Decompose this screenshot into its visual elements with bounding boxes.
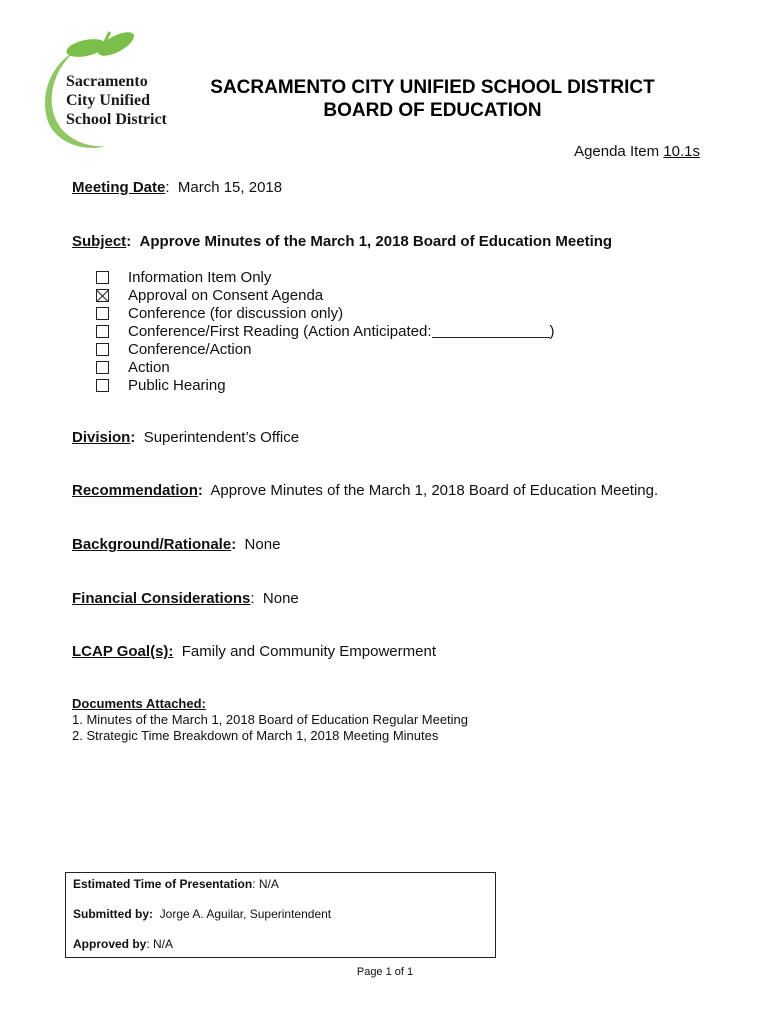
checkbox[interactable] [96, 325, 109, 338]
submitted-by-line [73, 907, 331, 921]
lcap-label: LCAP Goal(s): [72, 643, 174, 660]
checkbox[interactable] [96, 361, 109, 374]
division-sep: : [130, 429, 136, 446]
meeting-date-sep: : [165, 179, 170, 196]
division-label: Division [72, 429, 131, 446]
meeting-date-value: March 15, 2018 [177, 179, 283, 196]
documents-attached [72, 696, 468, 744]
checklist-item-label: Public Hearing [128, 376, 226, 394]
checkbox-checked[interactable] [96, 289, 109, 302]
logo-line-1: Sacramento [66, 73, 148, 90]
background-value: None [244, 536, 281, 553]
subject-value: Approve Minutes of the March 1, 2018 Board of Education Meeting [139, 233, 613, 250]
logo-text [66, 72, 167, 129]
approved-by-line [73, 937, 173, 951]
submitted-by-value: Jorge A. Aguilar, Superintendent [159, 907, 332, 921]
checklist-item-label: Conference (for discussion only) [128, 304, 344, 322]
page-number: Page 1 of 1 [356, 966, 414, 978]
financial-sep: : [250, 590, 255, 607]
checklist-item [96, 340, 555, 358]
checklist-item-label: Action [128, 358, 170, 376]
checklist-item-suffix: ) [549, 322, 555, 340]
action-anticipated-blank [432, 325, 550, 338]
submitted-by-label: Submitted by: [73, 907, 153, 921]
checklist-item [96, 358, 555, 376]
documents-title: Documents Attached: [72, 696, 206, 711]
recommendation-label: Recommendation [72, 482, 198, 499]
subject-row [72, 233, 612, 250]
board-title: BOARD OF EDUCATION [323, 100, 542, 121]
division-value: Superintendent’s Office [143, 429, 300, 446]
financial-value: None [262, 590, 299, 607]
checkbox[interactable] [96, 271, 109, 284]
logo-line-3: School District [66, 111, 167, 128]
checklist-item-label: Information Item Only [128, 268, 272, 286]
meeting-date-label: Meeting Date [72, 179, 166, 196]
division-row [72, 429, 299, 446]
subject-sep: : [126, 233, 132, 250]
checkbox[interactable] [96, 343, 109, 356]
approved-by-value: : N/A [146, 937, 174, 951]
checklist-item-label: Conference/First Reading (Action Anticipated: [128, 322, 432, 340]
lcap-row [72, 643, 436, 660]
subject-label: Subject [72, 233, 127, 250]
estimated-time-line [73, 877, 279, 891]
logo-line-2: City Unified [66, 92, 150, 109]
district-title: SACRAMENTO CITY UNIFIED SCHOOL DISTRICT [210, 77, 655, 98]
checkbox[interactable] [96, 379, 109, 392]
checklist-item [96, 268, 555, 286]
background-row [72, 536, 280, 553]
document-item: 2. Strategic Time Breakdown of March 1, 2018 Meeting Minutes [72, 728, 439, 743]
financial-row [72, 590, 299, 607]
checklist-item-label: Approval on Consent Agenda [128, 286, 324, 304]
financial-label: Financial Considerations [72, 590, 251, 607]
item-type-checklist [96, 268, 555, 394]
checklist-item [96, 322, 555, 340]
checklist-item [96, 286, 555, 304]
background-sep: : [231, 536, 237, 553]
meeting-date-row [72, 179, 282, 196]
checklist-item [96, 304, 555, 322]
lcap-value: Family and Community Empowerment [181, 643, 436, 660]
recommendation-value: Approve Minutes of the March 1, 2018 Board of Education Meeting. [210, 482, 659, 499]
recommendation-sep: : [197, 482, 203, 499]
checkbox[interactable] [96, 307, 109, 320]
agenda-item-number: 10.1s [663, 143, 700, 160]
agenda-item [574, 143, 700, 160]
recommendation-row [72, 482, 658, 499]
presentation-info-box [65, 872, 496, 958]
checklist-item [96, 376, 555, 394]
checklist-item-label: Conference/Action [128, 340, 252, 358]
estimated-time-label: Estimated Time of Presentation [73, 877, 253, 891]
approved-by-label: Approved by [73, 937, 147, 951]
background-label: Background/Rationale [72, 536, 232, 553]
agenda-item-prefix: Agenda Item [574, 143, 664, 160]
estimated-time-value: : N/A [252, 877, 279, 891]
document-item: 1. Minutes of the March 1, 2018 Board of Education Regular Meeting [72, 712, 469, 727]
